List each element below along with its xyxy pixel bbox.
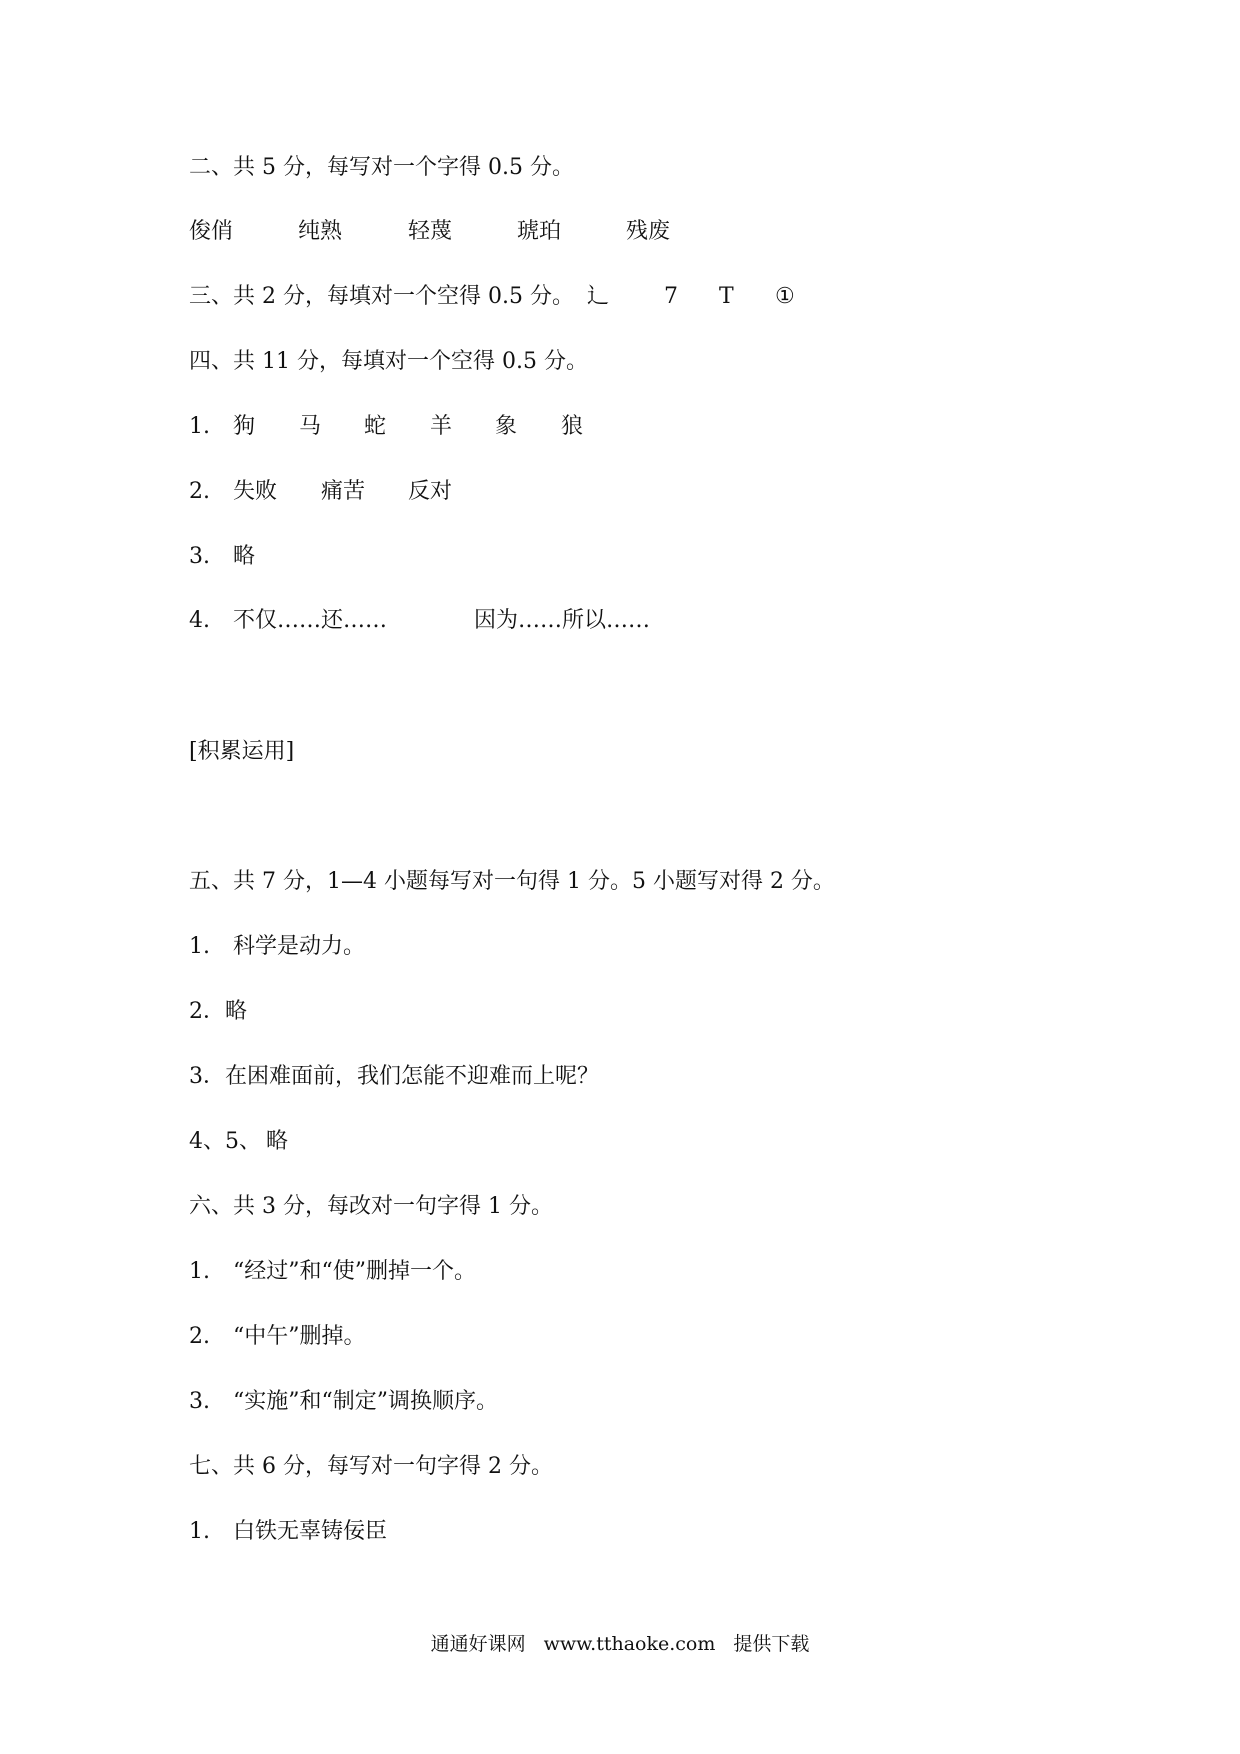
question-number: 1. [189,1519,210,1544]
section-4-q2 [189,477,1089,507]
section-3-row [189,282,1089,312]
answer-conjunction: 因为……所以…… [474,608,651,633]
question-number: 1. [189,1259,210,1284]
answer-text: “中午”删掉。 [233,1324,366,1349]
answer-animal: 马 [299,414,322,439]
section-6-q2 [189,1322,1089,1352]
section-7-heading: 七、共 6 分，每写对一句字得 2 分。 [189,1454,553,1479]
answer-animal: 象 [495,414,518,439]
section-2-heading: 二、共 5 分，每写对一个字得 0.5 分。 [189,155,574,180]
section-6-q3 [189,1387,1089,1417]
answer-text: 白铁无辜铸佞臣 [233,1519,388,1544]
answer-word: 俊俏 [189,219,234,244]
page-footer [0,1631,1240,1657]
footer-site-name: 通通好课网 [430,1633,526,1655]
answer-text: “经过”和“使”删掉一个。 [233,1259,476,1284]
answer-word: 纯熟 [298,219,343,244]
question-number: 3. [189,544,210,569]
question-number: 1. [189,414,210,439]
question-number: 2. [189,479,210,504]
section-4-q1 [189,412,1089,442]
answer-animal: 蛇 [364,414,387,439]
section-5-q3: 3．在困难面前，我们怎能不迎难而上呢？ [189,1064,599,1089]
answer-animal: 狗 [233,414,256,439]
answer-text: 略 [233,544,256,569]
section-3-heading: 三、共 2 分，每填对一个空得 0.5 分。 [189,284,574,309]
answer-antonym: 痛苦 [321,479,366,504]
answer-antonym: 失败 [233,479,278,504]
answer-conjunction: 不仅……还…… [233,608,388,633]
answer-radical: 辶 [587,284,610,309]
section-5-q1 [189,932,1089,962]
answer-text: “实施”和“制定”调换顺序。 [233,1389,498,1414]
answer-text: 科学是动力。 [233,934,366,959]
section-4-q4 [189,606,1089,636]
footer-suffix: 提供下载 [733,1633,810,1655]
answer-antonym: 反对 [408,479,453,504]
question-number: 2. [189,1324,210,1349]
category-heading: [积累运用] [189,739,295,764]
answer-word: 琥珀 [517,219,562,244]
answer-word: 残废 [626,219,671,244]
section-2-answers [189,217,1089,247]
section-4-q3 [189,542,1089,572]
answer-word: 轻蔑 [408,219,453,244]
section-7-q1 [189,1517,1089,1547]
question-number: 4、5、 [189,1129,261,1154]
answer-stroke-count: 7 [664,284,678,309]
footer-url: www.tthaoke.com [543,1633,716,1655]
question-number: 4. [189,608,210,633]
section-5-heading: 五、共 7 分，1—4 小题每写对一句得 1 分。5 小题写对得 2 分。 [189,869,835,894]
answer-animal: 羊 [430,414,453,439]
section-5-q2: 2．略 [189,999,247,1024]
question-number: 3. [189,1389,210,1414]
answer-animal: 狼 [561,414,584,439]
answer-text: 略 [266,1129,289,1154]
section-6-q1 [189,1257,1089,1287]
section-4-heading: 四、共 11 分，每填对一个空得 0.5 分。 [189,349,588,374]
answer-letter: T [719,284,734,309]
answer-option: ① [775,284,795,309]
question-number: 1. [189,934,210,959]
section-5-q45 [189,1127,1089,1157]
section-6-heading: 六、共 3 分，每改对一句字得 1 分。 [189,1194,553,1219]
